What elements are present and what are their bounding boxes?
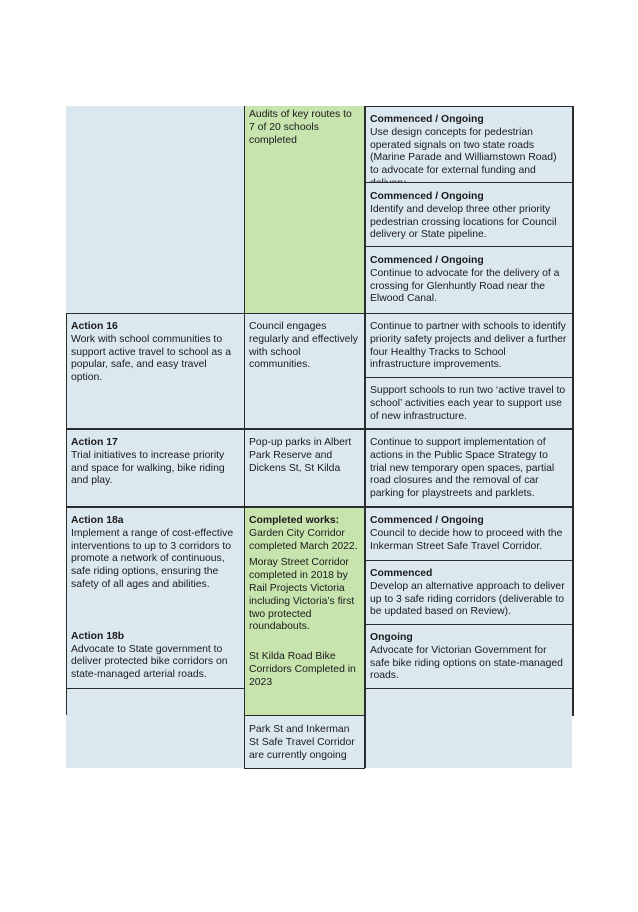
grid-line bbox=[365, 688, 573, 689]
progress-cell bbox=[244, 430, 365, 506]
grid-line bbox=[365, 182, 573, 183]
action-title: Action 16 bbox=[71, 321, 118, 332]
grid-line bbox=[66, 506, 573, 508]
grid-line bbox=[66, 429, 67, 507]
update-text: Use design concepts for pedestrian operated signals on two state roads (Marine Parade and Williamstown Road) to advocate for external funding and bbox=[370, 126, 557, 177]
update-status: Commenced / Ongoing bbox=[370, 191, 484, 202]
grid-line bbox=[244, 715, 365, 716]
update-text: Identify and develop three other priority pedestrian crossing locations for Council delivery or State pipeline. bbox=[370, 203, 557, 241]
update-status: Ongoing bbox=[370, 632, 413, 643]
action-text: Work with school communities to support active travel to school as a popular, safe, and easy travel option. bbox=[71, 333, 231, 384]
progress-cell bbox=[244, 314, 365, 428]
update-cell bbox=[365, 106, 572, 182]
progress-cell bbox=[244, 716, 365, 768]
grid-line bbox=[66, 313, 67, 428]
update-text: Continue to advocate for the delivery of a crossing for Glenhuntly Road near the Elwood Canal. bbox=[370, 267, 560, 305]
update-status: Commenced / Ongoing bbox=[370, 515, 484, 526]
grid-line bbox=[66, 688, 244, 689]
grid-line bbox=[244, 768, 365, 769]
grid-line bbox=[364, 106, 366, 768]
update-status: Commenced / Ongoing bbox=[370, 255, 484, 266]
progress-text: Council engages regularly and effectively with school communities. bbox=[249, 321, 358, 371]
progress-heading: Completed works: bbox=[249, 515, 340, 526]
grid-line bbox=[365, 377, 573, 378]
grid-line bbox=[66, 313, 573, 314]
action-title: Action 17 bbox=[71, 437, 118, 448]
update-cell bbox=[365, 378, 572, 428]
action-text: Implement a range of cost-effective interventions to up to 3 corridors to promote a network of continuous, safe riding options, ensuring the safety of all ages and abilities. bbox=[71, 527, 234, 590]
update-cell bbox=[365, 183, 572, 246]
grid-line bbox=[244, 106, 245, 768]
action-title: Action 18a bbox=[71, 515, 124, 526]
update-text: Develop an alternative approach to deliver up to 3 safe riding corridors (deliverable to be updated based on Review). bbox=[370, 580, 565, 618]
action-text: Trial initiatives to increase priority and space for walking, bike riding and play. bbox=[71, 449, 225, 487]
grid-line bbox=[365, 560, 573, 561]
progress-cell bbox=[244, 508, 365, 715]
progress-text: Garden City Corridor completed March 2022. bbox=[249, 527, 358, 552]
update-text: Council to decide how to proceed with the Inkerman Street Safe Travel Corridor. bbox=[370, 527, 563, 552]
update-cell bbox=[365, 625, 572, 768]
update-cell bbox=[365, 247, 572, 313]
update-text: Support schools to run two ‘active travel to school’ activities each year to support use of new infrastructure. bbox=[370, 385, 566, 422]
update-text: Advocate for Victorian Government for safe bike riding options on state-managed roads. bbox=[370, 644, 563, 682]
grid-line bbox=[365, 106, 573, 107]
action-cell-empty bbox=[66, 106, 244, 313]
progress-text: Audits of key routes to 7 of 20 schools completed bbox=[249, 109, 352, 146]
progress-text: Moray Street Corridor completed in 2018 by Rail Projects Victoria including Victoria’s first two protected roundabouts. bbox=[249, 557, 355, 633]
update-cell bbox=[365, 561, 572, 624]
progress-text: Park St and Inkerman St Safe Travel Corridor are currently ongoing bbox=[249, 724, 355, 761]
update-cell bbox=[365, 430, 572, 506]
grid-line bbox=[66, 507, 67, 715]
update-cell bbox=[365, 508, 572, 560]
action-title: Action 18b bbox=[71, 630, 125, 642]
progress-text: St Kilda Road Bike Corridors Completed in 2023 bbox=[249, 651, 356, 688]
grid-line bbox=[365, 246, 573, 247]
action-text: Advocate to State government to deliver protected bike corridors on state-managed arterial roads. bbox=[71, 643, 228, 681]
update-cell bbox=[365, 314, 572, 377]
update-text: Continue to partner with schools to identify priority safety projects and deliver a further four Healthy Tracks to School infrastructure improvements. bbox=[370, 321, 567, 371]
update-text: Continue to support implementation of actions in the Public Space Strategy to trial new temporary open spaces, partial road closures and the removal of car parking for playstreets and parklets. bbox=[370, 437, 555, 500]
progress-cell bbox=[244, 106, 365, 313]
grid-line bbox=[66, 428, 573, 430]
action-cell bbox=[66, 508, 244, 768]
update-status: Commenced bbox=[370, 568, 433, 579]
action-cell bbox=[66, 314, 244, 428]
grid-line bbox=[365, 624, 573, 625]
action-cell bbox=[66, 430, 244, 506]
progress-text: Pop-up parks in Albert Park Reserve and Dickens St, St Kilda bbox=[249, 437, 352, 474]
update-status: Commenced / Ongoing bbox=[370, 114, 484, 125]
